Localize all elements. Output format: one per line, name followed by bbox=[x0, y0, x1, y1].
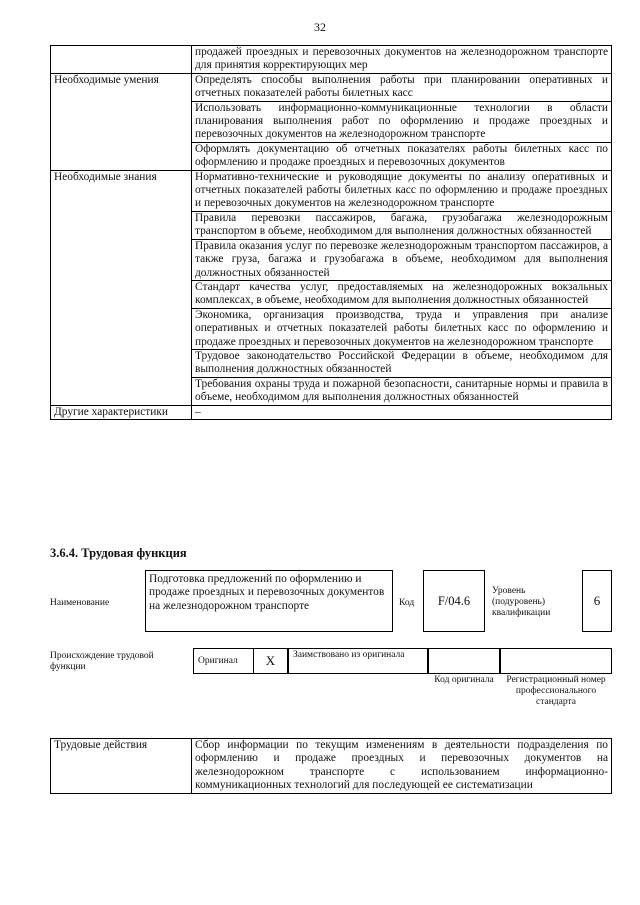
skills-table bbox=[50, 45, 612, 420]
skill-item: Оформлять документацию об отчетных показателях работы билетных касс по оформлению и продаже проездных и перевозочных документов bbox=[192, 142, 612, 170]
knowledge-label: Необходимые знания bbox=[51, 170, 192, 405]
actions-table bbox=[50, 738, 612, 794]
page-number: 32 bbox=[314, 20, 326, 34]
borrowed-label: Заимствовано из оригинала bbox=[288, 648, 428, 674]
function-name-box: Подготовка предложений по оформлению и продаже проездных и перевозочных документов на железнодорожном транспорте bbox=[145, 570, 393, 632]
original-mark: X bbox=[253, 648, 288, 674]
skill-item: Использовать информационно-коммуникационные технологии в области планирования выполнения работ по оформлению и продаже проездных и перевозочных документов на железнодорожном транспорте bbox=[192, 101, 612, 142]
other-characteristics-label: Другие характеристики bbox=[51, 405, 192, 419]
skills-label: Необходимые умения bbox=[51, 73, 192, 170]
knowledge-item: Требования охраны труда и пожарной безопасности, санитарные нормы и правила в объеме, необходимом для выполнения должностных обязанностей bbox=[192, 377, 612, 405]
original-label: Оригинал bbox=[193, 648, 253, 674]
section-heading: 3.6.4. Трудовая функция bbox=[50, 546, 187, 560]
code-box: F/04.6 bbox=[423, 570, 485, 632]
knowledge-item: Стандарт качества услуг, предоставляемых на железнодорожных вокзальных комплексах, в объеме, необходимом для выполнения должностных обязанностей bbox=[192, 280, 612, 308]
name-label: Наименование bbox=[50, 598, 110, 608]
table-row bbox=[51, 170, 612, 211]
table-row bbox=[51, 46, 612, 74]
registration-number-box bbox=[500, 648, 612, 674]
level-label: Уровень (подуровень) квалификации bbox=[492, 586, 551, 618]
knowledge-item: Правила перевозки пассажиров, багажа, грузобагажа железнодорожным транспортом в объеме, необходимом для выполнения должностных обязанностей bbox=[192, 211, 612, 239]
original-code-box bbox=[428, 648, 500, 674]
continuation-cell: продажей проездных и перевозочных документов на железнодорожном транспорте для принятия корректирующих мер bbox=[192, 46, 612, 74]
actions-text: Сбор информации по текущим изменениям в деятельности подразделения по оформлению и продаже проездных и перевозочных документов на железнодорожном транспорте с использованием информационно-коммуникационных технологий для последующей ее систематизации bbox=[192, 739, 612, 794]
knowledge-item: Правила оказания услуг по перевозке железнодорожным транспортом пассажиров, а также груза, багажа и грузобагажа в объеме, необходимом для выполнения должностных обязанностей bbox=[192, 239, 612, 280]
table-row bbox=[51, 739, 612, 794]
code-label: Код bbox=[399, 598, 415, 608]
knowledge-item: Экономика, организация производства, труда и управления при анализе оперативных и отчетных показателей работы билетных касс по оформлению и продаже проездных и перевозочных документов на железнодорожном транспорте bbox=[192, 308, 612, 349]
code-caption: Код оригинала bbox=[434, 675, 494, 685]
actions-label: Трудовые действия bbox=[51, 739, 192, 794]
knowledge-item: Трудовое законодательство Российской Федерации в объеме, необходимом для выполнения должностных обязанностей bbox=[192, 349, 612, 377]
empty-label-cell bbox=[51, 46, 192, 74]
table-row bbox=[51, 73, 612, 101]
knowledge-item: Нормативно-технические и руководящие документы по анализу оперативных и отчетных показателей работы билетных касс по оформлению и продаже проездных и перевозочных документов на железнодорожном транспорте bbox=[192, 170, 612, 211]
registration-caption: Регистрационный номер профессионального стандарта bbox=[506, 675, 606, 707]
table-row bbox=[51, 405, 612, 419]
origin-label: Происхождение трудовой функции bbox=[50, 651, 154, 672]
other-characteristics-value: – bbox=[192, 405, 612, 419]
level-box: 6 bbox=[582, 570, 612, 632]
skill-item: Определять способы выполнения работы при планировании оперативных и отчетных показателей работы билетных касс bbox=[192, 73, 612, 101]
